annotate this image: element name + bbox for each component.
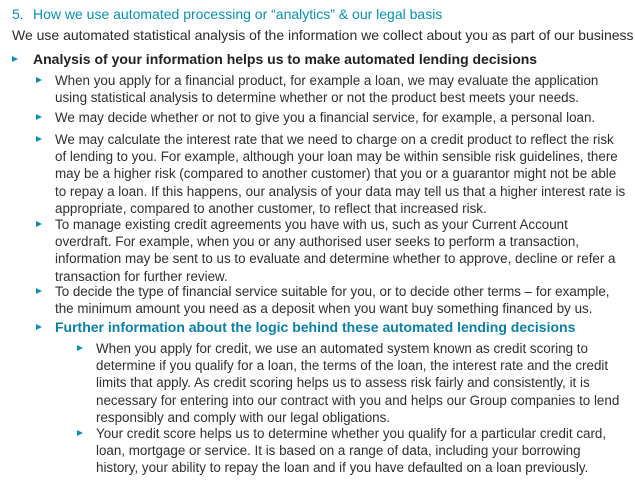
list-item: When you apply for a financial product, for example a loan, we may evaluate the application using statistical analysis to determine whether or not the product best meets your needs. — [55, 72, 627, 106]
list-item: Your credit score helps us to determine whether you qualify for a particular credit card, loan, mortgage or service. It is based on a range of data, including your borrowing history, your ability to repay the loan and if you have defaulted on a loan previously. — [96, 425, 621, 477]
analysis-title: Analysis of your information helps us to make automated lending decisions — [33, 51, 538, 67]
bullet-arrow-icon — [36, 77, 42, 83]
list-item: When you apply for credit, we use an automated system known as credit scoring to determine if you qualify for a loan, the terms of the loan, the interest rate and the credit limits that apply. As credit scoring helps us to assess risk fairly and consistently, it is necessary for entering into our contract with you and helps our Group companies to lend responsibly and comply with our legal obligations. — [96, 340, 621, 426]
bullet-arrow-icon — [36, 324, 42, 330]
bullet-arrow-icon — [36, 221, 42, 227]
bullet-arrow-icon — [36, 136, 42, 142]
section-intro: We use automated statistical analysis of the information we collect about you as part of our business — [12, 27, 634, 43]
list-item: We may calculate the interest rate that we need to charge on a credit product to reflect the risk of lending to you. For example, although your loan may be within sensible risk guidelines, there may be a higher risk (compared to another customer) that you or a guarantor might not be able to repay a loan. If this happens, our analysis of your data may tell us that a higher interest rate is appropriate, compared to another customer, to reflect that increased risk. — [55, 131, 627, 217]
list-item: To manage existing credit agreements you have with us, such as your Current Account overdraft. For example, when you or any authorised user seeks to perform a transaction, information may be sent to us to evaluate and determine whether to approve, decline or refer a transaction for further review. — [55, 216, 627, 285]
section-heading — [12, 6, 442, 22]
bullet-arrow-icon — [12, 56, 18, 62]
section-title: How we use automated processing or “analytics” & our legal basis — [33, 6, 443, 22]
bullet-arrow-icon — [36, 114, 42, 120]
bullet-arrow-icon — [36, 288, 42, 294]
bullet-arrow-icon — [77, 430, 83, 436]
list-item: To decide the type of financial service suitable for you, or to decide other terms – for example, the minimum amount you need as a deposit when you want buy something financed by us. — [55, 283, 627, 317]
bullet-arrow-icon — [77, 345, 83, 351]
list-item: We may decide whether or not to give you a financial service, for example, a personal loan. — [55, 109, 627, 126]
section-number: 5. — [12, 6, 24, 22]
further-title: Further information about the logic behind these automated lending decisions — [55, 319, 576, 335]
